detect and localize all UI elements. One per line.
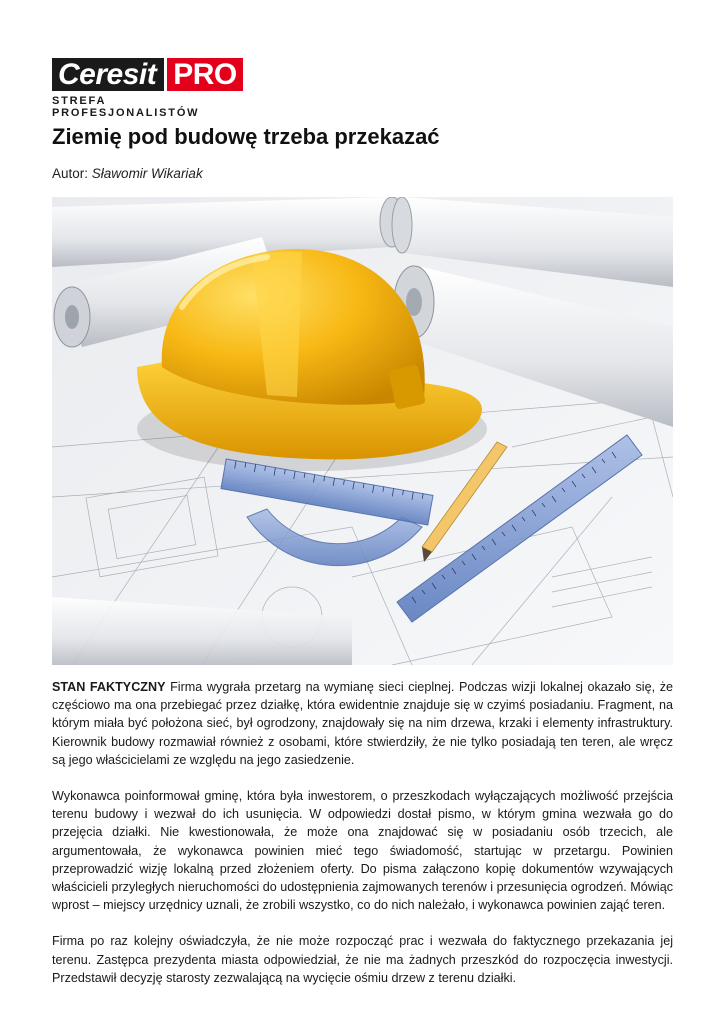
hero-image [52, 197, 673, 665]
paragraph-2 [52, 787, 673, 914]
paragraph-1 [52, 678, 673, 769]
paragraph-text: Firma po raz kolejny oświadczyła, że nie może rozpocząć prac i wezwała do faktycznego przekazania jej terenu. Zastępca prezydenta miasta odpowiedział, że nie ma żadnych przeszkód do rozpoczęcia inwestycji. Przedstawił decyzję starosty zezwalającą na wycięcie ośmiu drzew z terenu działki. [52, 934, 673, 985]
logo-brand: Ceresit [52, 58, 164, 91]
article-author [52, 166, 203, 181]
logo-pro: PRO [167, 58, 243, 91]
paragraph-lead: STAN FAKTYCZNY [52, 680, 166, 694]
article-title: Ziemię pod budowę trzeba przekazać [52, 124, 440, 149]
article-body [52, 678, 673, 1005]
author-name: Sławomir Wikariak [91, 166, 203, 181]
paragraph-text: Firma wygrała przetarg na wymianę sieci cieplnej. Podczas wizji lokalnej okazało się, że częściowo ma ona przebiegać przez działkę, która ewidentnie znajduje się w czyimś posiadaniu. Fragment, na którym miała być położona sieć, był ogrodzony, znajdowały się na nim drzewa, krzaki i elementy infrastruktury. Kierownik budowy rozmawiał również z osobami, które stwierdziły, że nie tylko posiadają ten teren, ale wręcz są jego właścicielami ze względu na jego zasiedzenie. [52, 680, 673, 767]
ceresit-pro-logo [52, 58, 252, 119]
author-label: Autor: [52, 166, 89, 181]
paragraph-3 [52, 932, 673, 987]
logo-tagline: STREFA PROFESJONALISTÓW [52, 95, 200, 119]
logo-wordmark [52, 58, 252, 91]
paragraph-text: Wykonawca poinformował gminę, która była inwestorem, o przeszkodach wyłączających możliwość przejścia terenu budowy i wezwał do ich usunięcia. W odpowiedzi dostał pismo, w którym gmina wezwała go do przejęcia działki. Nie kwestionowała, że może ona znajdować się w posiadaniu osób trzecich, ale argumentowała, że wykonawca powinien mieć tego świadomość, startując w przetargu. Powinien przeprowadzić wizję lokalną przed złożeniem oferty. Do pisma załączono kopię dokumentów wzywających właścicieli przyległych nieruchomości do udostępnienia zajmowanych terenów i przesunięcia ogrodzeń. Mówiąc wprost – miejscy urzędnicy uznali, że zrobili wszystko, co do nich należało, i wykonawca powinien zająć teren. [52, 789, 673, 913]
hero-illustration [52, 197, 673, 665]
